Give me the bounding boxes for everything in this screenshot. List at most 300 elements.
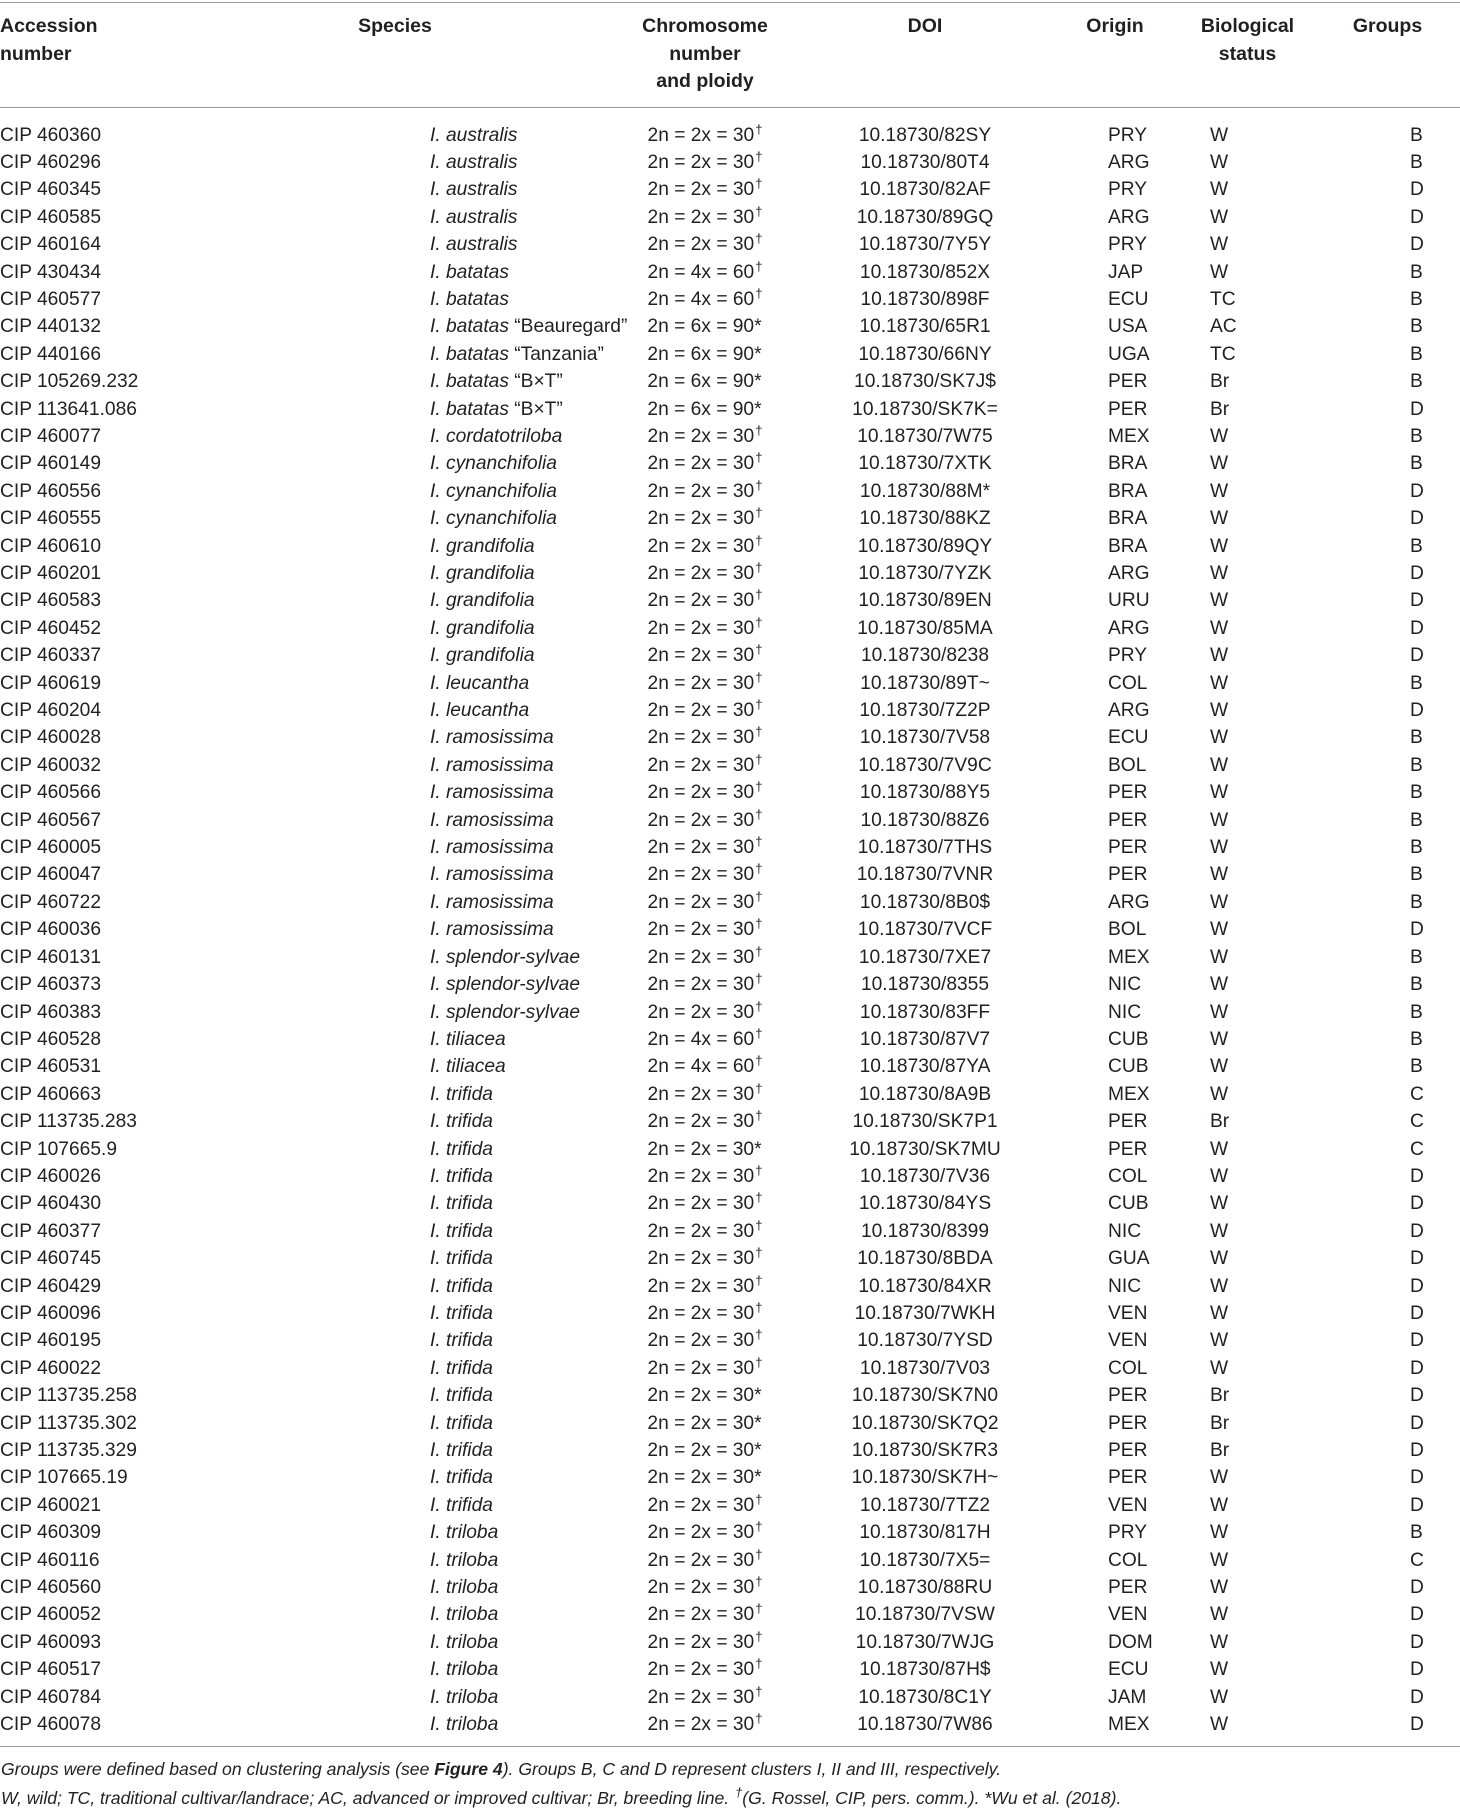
cell-doi: 10.18730/8A9B xyxy=(858,1083,992,1105)
cell-species: I. splendor-sylvae xyxy=(430,946,581,968)
cell-origin: JAM xyxy=(1108,1686,1147,1708)
cell-group: B xyxy=(1410,151,1423,173)
cell-biological-status: W xyxy=(1210,1083,1229,1105)
table-row xyxy=(0,944,1460,971)
cell-group: B xyxy=(1410,1522,1423,1544)
cell-chromosome: 2n = 2x = 30† xyxy=(647,422,763,447)
cell-chromosome: 2n = 2x = 30† xyxy=(647,1683,763,1708)
footnote-marker: † xyxy=(755,587,763,603)
cell-accession: CIP 460567 xyxy=(0,809,101,831)
cell-chromosome: 2n = 2x = 30† xyxy=(647,834,763,859)
table-row xyxy=(0,1273,1460,1300)
cell-chromosome: 2n = 2x = 30† xyxy=(647,943,763,968)
cell-biological-status: W xyxy=(1210,1659,1229,1681)
cell-biological-status: Br xyxy=(1210,1111,1230,1133)
cell-group: D xyxy=(1410,234,1424,256)
cell-biological-status: W xyxy=(1210,1604,1229,1626)
cell-chromosome: 2n = 2x = 30† xyxy=(647,477,763,502)
cell-group: B xyxy=(1410,974,1423,996)
cell-species: I. batatas “B×T” xyxy=(430,398,563,420)
cell-doi: 10.18730/84YS xyxy=(858,1193,992,1215)
cell-origin: MEX xyxy=(1108,425,1150,447)
cell-biological-status: AC xyxy=(1210,316,1237,338)
footnote-marker: † xyxy=(755,176,763,192)
cell-species: I. batatas xyxy=(430,261,509,283)
cell-species: I. australis xyxy=(430,151,518,173)
cultivar-name: “B×T” xyxy=(514,371,563,393)
cell-group: B xyxy=(1410,891,1423,913)
cell-accession: CIP 460345 xyxy=(0,179,101,201)
cell-chromosome: 2n = 2x = 30† xyxy=(647,231,763,256)
cell-biological-status: W xyxy=(1210,1056,1229,1078)
cell-species: I. splendor-sylvae xyxy=(430,1001,581,1023)
cell-biological-status: W xyxy=(1210,1714,1229,1736)
footnote-marker: † xyxy=(755,422,763,438)
table-row xyxy=(0,916,1460,943)
cell-group: D xyxy=(1410,1686,1424,1708)
cell-accession: CIP 430434 xyxy=(0,261,101,283)
cell-chromosome: 2n = 2x = 30* xyxy=(647,1385,762,1407)
cell-species: I. batatas “Tanzania” xyxy=(430,343,604,365)
cell-accession: CIP 460078 xyxy=(0,1714,101,1736)
cell-species: I. ramosissima xyxy=(430,727,554,749)
cell-chromosome: 2n = 2x = 30† xyxy=(647,669,763,694)
footnote-marker: † xyxy=(755,806,763,822)
cell-origin: PER xyxy=(1108,864,1148,886)
cell-accession: CIP 460201 xyxy=(0,563,101,584)
cell-accession: CIP 440132 xyxy=(0,316,101,338)
cell-origin: PER xyxy=(1108,1440,1148,1461)
cell-species: I. trifida xyxy=(430,1193,493,1215)
cell-origin: PER xyxy=(1108,1412,1148,1434)
cell-group: D xyxy=(1410,206,1424,228)
cell-biological-status: Br xyxy=(1210,1385,1230,1407)
footnote-marker: † xyxy=(755,1053,763,1069)
cell-chromosome: 2n = 2x = 30† xyxy=(647,1217,763,1242)
footnote-marker: † xyxy=(755,1491,763,1507)
cell-origin: BRA xyxy=(1108,535,1148,557)
cell-chromosome: 2n = 4x = 60† xyxy=(647,258,763,283)
table-row xyxy=(0,1547,1460,1574)
cell-group: D xyxy=(1410,1412,1424,1434)
cell-accession: CIP 460566 xyxy=(0,782,101,804)
cell-biological-status: W xyxy=(1210,700,1229,722)
cell-chromosome: 2n = 2x = 30* xyxy=(647,1467,762,1489)
table-row xyxy=(0,478,1460,505)
cell-biological-status: Br xyxy=(1210,398,1230,420)
table-row xyxy=(0,1355,1460,1382)
cell-origin: PER xyxy=(1108,398,1148,420)
cell-origin: GUA xyxy=(1108,1248,1150,1270)
table-row xyxy=(0,204,1460,231)
cell-origin: PER xyxy=(1108,809,1148,831)
cell-chromosome: 2n = 2x = 30† xyxy=(647,1190,763,1215)
table-row xyxy=(0,889,1460,916)
cell-biological-status: W xyxy=(1210,1001,1229,1023)
cell-biological-status: W xyxy=(1210,1357,1229,1379)
cell-biological-status: W xyxy=(1210,453,1229,475)
cell-biological-status: W xyxy=(1210,1138,1229,1160)
cell-group: D xyxy=(1410,1193,1424,1215)
cell-biological-status: W xyxy=(1210,864,1229,886)
cell-group: D xyxy=(1410,1248,1424,1270)
cell-biological-status: W xyxy=(1210,672,1229,694)
cell-accession: CIP 460195 xyxy=(0,1330,101,1352)
cell-origin: ARG xyxy=(1108,206,1150,228)
cell-group: B xyxy=(1410,371,1423,393)
cell-doi: 10.18730/7VNR xyxy=(856,864,994,886)
cell-species: I. grandifolia xyxy=(430,563,535,584)
table-row xyxy=(0,286,1460,313)
cell-chromosome: 2n = 2x = 30† xyxy=(647,121,763,146)
cell-group: D xyxy=(1410,1385,1424,1407)
cell-chromosome: 2n = 2x = 30† xyxy=(647,587,763,612)
cell-accession: CIP 460531 xyxy=(0,1056,101,1078)
cell-doi: 10.18730/7YSD xyxy=(857,1330,993,1352)
footnote-marker: † xyxy=(755,1245,763,1261)
cell-species: I. trifida xyxy=(430,1302,493,1324)
cell-accession: CIP 460022 xyxy=(0,1357,101,1379)
cell-group: B xyxy=(1410,453,1423,475)
cultivar-name: “Tanzania” xyxy=(514,343,604,365)
cell-doi: 10.18730/SK7MU xyxy=(849,1138,1001,1160)
footnote-marker: † xyxy=(755,1656,763,1672)
cell-species: I. cynanchifolia xyxy=(430,480,557,502)
cell-biological-status: W xyxy=(1210,1494,1229,1516)
cell-accession: CIP 460005 xyxy=(0,837,101,859)
footnote-marker: † xyxy=(755,1272,763,1288)
cell-doi: 10.18730/898F xyxy=(860,288,990,310)
cell-origin: PRY xyxy=(1108,645,1148,667)
table-row xyxy=(0,533,1460,560)
cell-species: I. triloba xyxy=(430,1522,499,1544)
cell-accession: CIP 460021 xyxy=(0,1494,101,1516)
cell-biological-status: W xyxy=(1210,563,1229,584)
cell-accession: CIP 460116 xyxy=(0,1549,100,1571)
cell-origin: NIC xyxy=(1108,974,1142,996)
cell-accession: CIP 460131 xyxy=(0,946,101,968)
cell-doi: 10.18730/66NY xyxy=(858,343,992,365)
cell-origin: COL xyxy=(1108,1165,1148,1187)
footnote-marker: † xyxy=(755,1601,763,1617)
table-row xyxy=(0,1711,1460,1747)
cell-origin: NIC xyxy=(1108,1220,1142,1242)
table-row xyxy=(0,396,1460,423)
footnote-marker: † xyxy=(755,1327,763,1343)
cell-species: I. ramosissima xyxy=(430,782,554,804)
cell-species: I. trifida xyxy=(430,1220,493,1242)
cell-biological-status: W xyxy=(1210,1330,1229,1352)
footnote-marker: † xyxy=(755,1546,763,1562)
cell-chromosome: 2n = 2x = 30† xyxy=(647,1272,763,1297)
cell-origin: PRY xyxy=(1108,124,1148,146)
table-row xyxy=(0,450,1460,477)
footnote-marker: † xyxy=(755,724,763,740)
cell-species: I. ramosissima xyxy=(430,919,554,941)
cell-species: I. tiliacea xyxy=(430,1028,506,1050)
cell-origin: URU xyxy=(1108,590,1150,612)
cell-biological-status: W xyxy=(1210,1577,1229,1599)
cell-accession: CIP 460377 xyxy=(0,1220,101,1242)
cell-origin: CUB xyxy=(1108,1028,1149,1050)
footnote-marker: † xyxy=(755,231,763,247)
cell-origin: DOM xyxy=(1108,1631,1153,1653)
cell-species: I. triloba xyxy=(430,1631,499,1653)
table-header-row xyxy=(0,3,1460,108)
cell-chromosome: 2n = 2x = 30† xyxy=(647,560,763,584)
cell-origin: VEN xyxy=(1108,1330,1148,1352)
cell-biological-status: W xyxy=(1210,480,1229,502)
cell-origin: PER xyxy=(1108,371,1148,393)
cell-doi: 10.18730/80T4 xyxy=(860,151,990,173)
cell-accession: CIP 113735.258 xyxy=(0,1385,137,1407)
cell-origin: MEX xyxy=(1108,1714,1150,1736)
cell-origin: ECU xyxy=(1108,727,1149,749)
cell-doi: 10.18730/84XR xyxy=(858,1275,992,1297)
cell-accession: CIP 113735.283 xyxy=(0,1111,137,1133)
cell-origin: PER xyxy=(1108,1385,1148,1407)
cell-species: I. grandifolia xyxy=(430,645,535,667)
cell-biological-status: W xyxy=(1210,782,1229,804)
cell-species: I. australis xyxy=(430,234,518,256)
cell-group: B xyxy=(1410,1028,1423,1050)
cell-accession: CIP 460430 xyxy=(0,1193,101,1215)
cell-chromosome: 2n = 6x = 90* xyxy=(647,343,762,365)
footnote-marker: † xyxy=(755,450,763,466)
cell-doi: 10.18730/SK7R3 xyxy=(851,1440,999,1461)
table-row xyxy=(0,1190,1460,1217)
table-row xyxy=(0,587,1460,614)
cell-doi: 10.18730/7W86 xyxy=(857,1714,993,1736)
cell-group: D xyxy=(1410,1714,1424,1736)
cell-accession: CIP 440166 xyxy=(0,343,101,365)
cell-doi: 10.18730/87YA xyxy=(859,1056,991,1078)
cell-accession: CIP 113641.086 xyxy=(0,398,137,420)
table-row xyxy=(0,423,1460,450)
cell-biological-status: Br xyxy=(1210,371,1230,393)
cell-doi: 10.18730/7V9C xyxy=(858,754,992,776)
cell-chromosome: 2n = 2x = 30† xyxy=(647,1108,763,1133)
cell-doi: 10.18730/89T~ xyxy=(860,672,990,694)
cell-chromosome: 2n = 2x = 30† xyxy=(647,203,763,228)
cell-doi: 10.18730/7VSW xyxy=(855,1604,995,1626)
cell-biological-status: W xyxy=(1210,1522,1229,1544)
cell-chromosome: 2n = 2x = 30† xyxy=(647,971,763,996)
cell-chromosome: 2n = 2x = 30† xyxy=(647,1162,763,1187)
cell-origin: VEN xyxy=(1108,1604,1148,1626)
cell-chromosome: 2n = 6x = 90* xyxy=(647,371,762,393)
cell-biological-status: W xyxy=(1210,1302,1229,1324)
cell-group: D xyxy=(1410,1165,1424,1187)
cell-biological-status: W xyxy=(1210,124,1229,146)
cell-species: I. splendor-sylvae xyxy=(430,974,581,996)
cell-chromosome: 2n = 2x = 30† xyxy=(647,916,763,941)
footnote-marker: † xyxy=(755,1108,763,1124)
cell-accession: CIP 460373 xyxy=(0,974,101,996)
cell-accession: CIP 460036 xyxy=(0,919,101,941)
cell-species: I. trifida xyxy=(430,1467,493,1489)
cell-group: D xyxy=(1410,1275,1424,1297)
cell-origin: JAP xyxy=(1108,261,1144,283)
cell-doi: 10.18730/7WKH xyxy=(854,1302,996,1324)
cell-biological-status: W xyxy=(1210,1467,1229,1489)
cell-group: D xyxy=(1410,1357,1424,1379)
cell-biological-status: W xyxy=(1210,1686,1229,1708)
cell-doi: 10.18730/8B0$ xyxy=(859,891,991,913)
cell-chromosome: 2n = 2x = 30* xyxy=(647,1440,762,1461)
cell-origin: NIC xyxy=(1108,1001,1142,1023)
cell-species: I. cordatotriloba xyxy=(430,425,563,447)
cell-origin: BRA xyxy=(1108,508,1148,530)
footnote-marker: † xyxy=(755,1025,763,1041)
cell-group: B xyxy=(1410,946,1423,968)
footnote-marker: † xyxy=(755,834,763,850)
footnote-marker: † xyxy=(755,148,763,164)
cell-origin: BRA xyxy=(1108,453,1148,475)
cell-doi: 10.18730/88Z6 xyxy=(860,809,990,831)
cell-biological-status: TC xyxy=(1210,288,1236,310)
cell-chromosome: 2n = 4x = 60† xyxy=(647,1053,763,1078)
table-row xyxy=(0,1300,1460,1327)
cell-doi: 10.18730/7W75 xyxy=(857,425,993,447)
footnote-marker: † xyxy=(755,1354,763,1370)
cell-doi: 10.18730/8BDA xyxy=(857,1248,993,1270)
footnote-marker: † xyxy=(755,1217,763,1233)
footnote-marker: † xyxy=(755,1162,763,1178)
cell-chromosome: 2n = 2x = 30† xyxy=(647,697,763,722)
cell-group: B xyxy=(1410,754,1423,776)
table-row xyxy=(0,1519,1460,1546)
cell-chromosome: 2n = 2x = 30† xyxy=(647,1245,763,1270)
cell-species: I. trifida xyxy=(430,1083,493,1105)
cell-accession: CIP 107665.19 xyxy=(0,1467,128,1489)
header-biological-status: Biological status xyxy=(1200,15,1295,65)
cell-biological-status: W xyxy=(1210,1549,1229,1571)
accessions-table xyxy=(0,2,1460,1747)
cell-biological-status: W xyxy=(1210,727,1229,749)
cell-species: I. triloba xyxy=(430,1549,499,1571)
cell-origin: PER xyxy=(1108,1467,1148,1489)
cell-accession: CIP 460164 xyxy=(0,234,101,256)
cell-biological-status: W xyxy=(1210,206,1229,228)
table-row xyxy=(0,1437,1460,1464)
footnote-marker: † xyxy=(755,861,763,877)
cell-doi: 10.18730/8399 xyxy=(860,1220,990,1242)
footnote-marker: † xyxy=(755,779,763,795)
table-row xyxy=(0,1410,1460,1437)
table-row xyxy=(0,1629,1460,1656)
table-row xyxy=(0,313,1460,340)
cell-group: D xyxy=(1410,645,1424,667)
cell-origin: ARG xyxy=(1108,151,1150,173)
footnote-marker: † xyxy=(755,560,763,575)
cell-accession: CIP 460610 xyxy=(0,535,101,557)
cell-accession: CIP 460337 xyxy=(0,645,101,667)
footnote-marker: † xyxy=(755,642,763,658)
cell-accession: CIP 460026 xyxy=(0,1165,101,1187)
footnote-marker: † xyxy=(755,697,763,713)
cell-chromosome: 2n = 2x = 30† xyxy=(647,1299,763,1324)
table-row xyxy=(0,1026,1460,1053)
cell-chromosome: 2n = 2x = 30† xyxy=(647,1574,763,1599)
cell-biological-status: Br xyxy=(1210,1440,1230,1461)
cell-doi: 10.18730/7X5= xyxy=(859,1549,991,1571)
cell-accession: CIP 460429 xyxy=(0,1275,101,1297)
cell-chromosome: 2n = 2x = 30† xyxy=(647,1628,763,1653)
cell-species: I. trifida xyxy=(430,1275,493,1297)
cell-doi: 10.18730/SK7H~ xyxy=(851,1467,999,1489)
footnote-marker: † xyxy=(755,1299,763,1315)
cell-species: I. grandifolia xyxy=(430,617,535,639)
cell-species: I. leucantha xyxy=(430,700,530,722)
footnote-marker: † xyxy=(755,943,763,959)
table-row xyxy=(0,368,1460,395)
cell-doi: 10.18730/87H$ xyxy=(859,1659,991,1681)
header-groups: Groups xyxy=(1352,15,1423,37)
cell-origin: MEX xyxy=(1108,1083,1150,1105)
cultivar-name: “B×T” xyxy=(514,398,563,420)
cell-doi: 10.18730/89EN xyxy=(858,590,992,612)
cell-accession: CIP 460517 xyxy=(0,1659,101,1681)
cell-doi: 10.18730/88KZ xyxy=(859,508,991,530)
cell-chromosome: 2n = 2x = 30* xyxy=(647,1412,762,1434)
footnote-marker: † xyxy=(755,1711,763,1727)
cell-accession: CIP 460047 xyxy=(0,864,101,886)
footnote-marker: † xyxy=(755,1519,763,1535)
cell-accession: CIP 460577 xyxy=(0,288,101,310)
cell-chromosome: 2n = 2x = 30† xyxy=(647,532,763,557)
cell-group: D xyxy=(1410,480,1424,502)
cell-biological-status: W xyxy=(1210,1248,1229,1270)
cell-accession: CIP 460528 xyxy=(0,1028,101,1050)
cell-group: D xyxy=(1410,1467,1424,1489)
table-row xyxy=(0,834,1460,861)
cell-species: I. grandifolia xyxy=(430,535,535,557)
footnote-marker: † xyxy=(755,121,763,137)
table-row xyxy=(0,1218,1460,1245)
cell-origin: PER xyxy=(1108,1138,1148,1160)
cell-biological-status: W xyxy=(1210,535,1229,557)
cell-biological-status: TC xyxy=(1210,343,1236,365)
cell-origin: BOL xyxy=(1108,754,1147,776)
cell-biological-status: W xyxy=(1210,1220,1229,1242)
cell-group: D xyxy=(1410,1631,1424,1653)
cell-origin: CUB xyxy=(1108,1193,1149,1215)
cell-doi: 10.18730/8C1Y xyxy=(858,1686,992,1708)
cell-doi: 10.18730/7XE7 xyxy=(858,946,992,968)
cell-species: I. australis xyxy=(430,179,518,201)
cell-biological-status: W xyxy=(1210,617,1229,639)
cell-accession: CIP 460296 xyxy=(0,151,101,173)
cell-species: I. grandifolia xyxy=(430,590,535,612)
cell-doi: 10.18730/7YZK xyxy=(858,563,992,584)
cell-origin: PER xyxy=(1108,1111,1148,1133)
cell-doi: 10.18730/7XTK xyxy=(858,453,992,475)
cell-biological-status: W xyxy=(1210,946,1229,968)
footnote-marker: † xyxy=(755,532,763,548)
cell-accession: CIP 107665.9 xyxy=(0,1138,117,1160)
cell-accession: CIP 460383 xyxy=(0,1001,101,1023)
cell-origin: ARG xyxy=(1108,617,1150,639)
cell-chromosome: 2n = 2x = 30† xyxy=(647,998,763,1023)
table-row xyxy=(0,1053,1460,1080)
cell-group: D xyxy=(1410,508,1424,530)
cell-species: I. tiliacea xyxy=(430,1056,506,1078)
cell-origin: PER xyxy=(1108,782,1148,804)
cell-species: I. triloba xyxy=(430,1686,499,1708)
cell-group: C xyxy=(1410,1549,1424,1571)
cell-accession: CIP 460722 xyxy=(0,891,101,913)
